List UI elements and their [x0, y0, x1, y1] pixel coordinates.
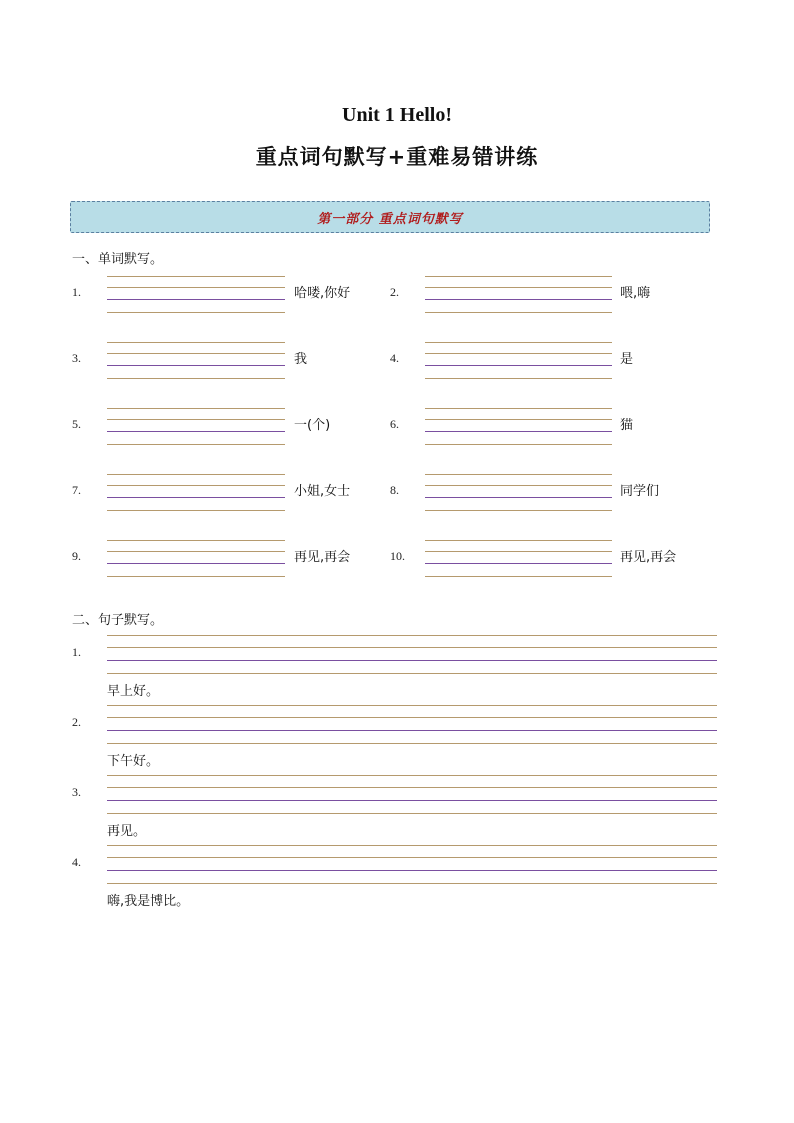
word-item-number: 3.	[72, 351, 81, 365]
writing-line[interactable]	[425, 365, 612, 366]
word-item-meaning: 猫	[620, 418, 634, 433]
word-item-meaning: 一(个)	[294, 418, 331, 433]
writing-line[interactable]	[107, 813, 717, 814]
writing-line[interactable]	[425, 551, 612, 552]
writing-line[interactable]	[425, 444, 612, 445]
writing-line[interactable]	[107, 353, 285, 354]
sentences-section-heading: 二、句子默写。	[72, 613, 164, 628]
writing-line[interactable]	[107, 510, 285, 511]
page-title: Unit 1 Hello!	[342, 104, 452, 126]
sentence-item-number: 1.	[72, 645, 81, 659]
word-item-meaning: 是	[620, 352, 634, 367]
sentence-item-number: 2.	[72, 715, 81, 729]
writing-line[interactable]	[425, 312, 612, 313]
writing-line[interactable]	[107, 431, 285, 432]
section-banner-label: 第一部分 重点词句默写	[317, 211, 463, 227]
page-subtitle: 重点词句默写+重难易错讲练	[255, 145, 539, 169]
writing-line[interactable]	[107, 378, 285, 379]
writing-line[interactable]	[425, 563, 612, 564]
writing-line[interactable]	[425, 540, 612, 541]
writing-line[interactable]	[107, 857, 717, 858]
sentence-item-hint: 嗨,我是博比。	[107, 894, 190, 909]
writing-line[interactable]	[107, 342, 285, 343]
word-item-number: 5.	[72, 417, 81, 431]
word-item-number: 2.	[390, 285, 399, 299]
writing-line[interactable]	[425, 497, 612, 498]
sentence-item-hint: 下午好。	[107, 754, 160, 769]
writing-line[interactable]	[107, 312, 285, 313]
writing-line[interactable]	[107, 673, 717, 674]
writing-line[interactable]	[425, 510, 612, 511]
writing-line[interactable]	[107, 660, 717, 661]
sentence-item-hint: 再见。	[107, 824, 147, 839]
writing-line[interactable]	[107, 635, 717, 636]
writing-line[interactable]	[425, 342, 612, 343]
writing-line[interactable]	[107, 485, 285, 486]
writing-line[interactable]	[425, 299, 612, 300]
writing-line[interactable]	[425, 408, 612, 409]
word-item-number: 9.	[72, 549, 81, 563]
writing-line[interactable]	[425, 276, 612, 277]
writing-line[interactable]	[107, 787, 717, 788]
writing-line[interactable]	[107, 551, 285, 552]
writing-line[interactable]	[107, 775, 717, 776]
writing-line[interactable]	[107, 276, 285, 277]
writing-line[interactable]	[425, 431, 612, 432]
writing-line[interactable]	[107, 408, 285, 409]
word-item-meaning: 再见,再会	[294, 550, 351, 565]
word-item-meaning: 我	[294, 352, 308, 367]
writing-line[interactable]	[107, 497, 285, 498]
writing-line[interactable]	[425, 485, 612, 486]
writing-line[interactable]	[107, 540, 285, 541]
writing-line[interactable]	[107, 730, 717, 731]
word-item-number: 4.	[390, 351, 399, 365]
word-item-number: 7.	[72, 483, 81, 497]
word-item-number: 1.	[72, 285, 81, 299]
sentence-item-number: 3.	[72, 785, 81, 799]
writing-line[interactable]	[425, 576, 612, 577]
sentence-item-hint: 早上好。	[107, 684, 160, 699]
word-item-meaning: 喂,嗨	[620, 286, 651, 301]
section-banner	[70, 201, 710, 233]
word-item-meaning: 小姐,女士	[294, 484, 351, 499]
writing-line[interactable]	[425, 353, 612, 354]
word-item-number: 8.	[390, 483, 399, 497]
writing-line[interactable]	[425, 378, 612, 379]
writing-line[interactable]	[107, 299, 285, 300]
writing-line[interactable]	[425, 419, 612, 420]
writing-line[interactable]	[107, 800, 717, 801]
writing-line[interactable]	[107, 870, 717, 871]
writing-line[interactable]	[107, 845, 717, 846]
writing-line[interactable]	[107, 287, 285, 288]
writing-line[interactable]	[425, 287, 612, 288]
writing-line[interactable]	[107, 474, 285, 475]
writing-line[interactable]	[425, 474, 612, 475]
word-item-number: 10.	[390, 549, 405, 563]
writing-line[interactable]	[107, 883, 717, 884]
word-item-meaning: 哈喽,你好	[294, 286, 351, 301]
writing-line[interactable]	[107, 647, 717, 648]
writing-line[interactable]	[107, 743, 717, 744]
writing-line[interactable]	[107, 419, 285, 420]
writing-line[interactable]	[107, 563, 285, 564]
writing-line[interactable]	[107, 576, 285, 577]
word-item-meaning: 再见,再会	[620, 550, 677, 565]
sentence-item-number: 4.	[72, 855, 81, 869]
words-section-heading: 一、单词默写。	[72, 252, 164, 267]
writing-line[interactable]	[107, 444, 285, 445]
word-item-number: 6.	[390, 417, 399, 431]
writing-line[interactable]	[107, 717, 717, 718]
writing-line[interactable]	[107, 365, 285, 366]
word-item-meaning: 同学们	[620, 484, 660, 499]
writing-line[interactable]	[107, 705, 717, 706]
